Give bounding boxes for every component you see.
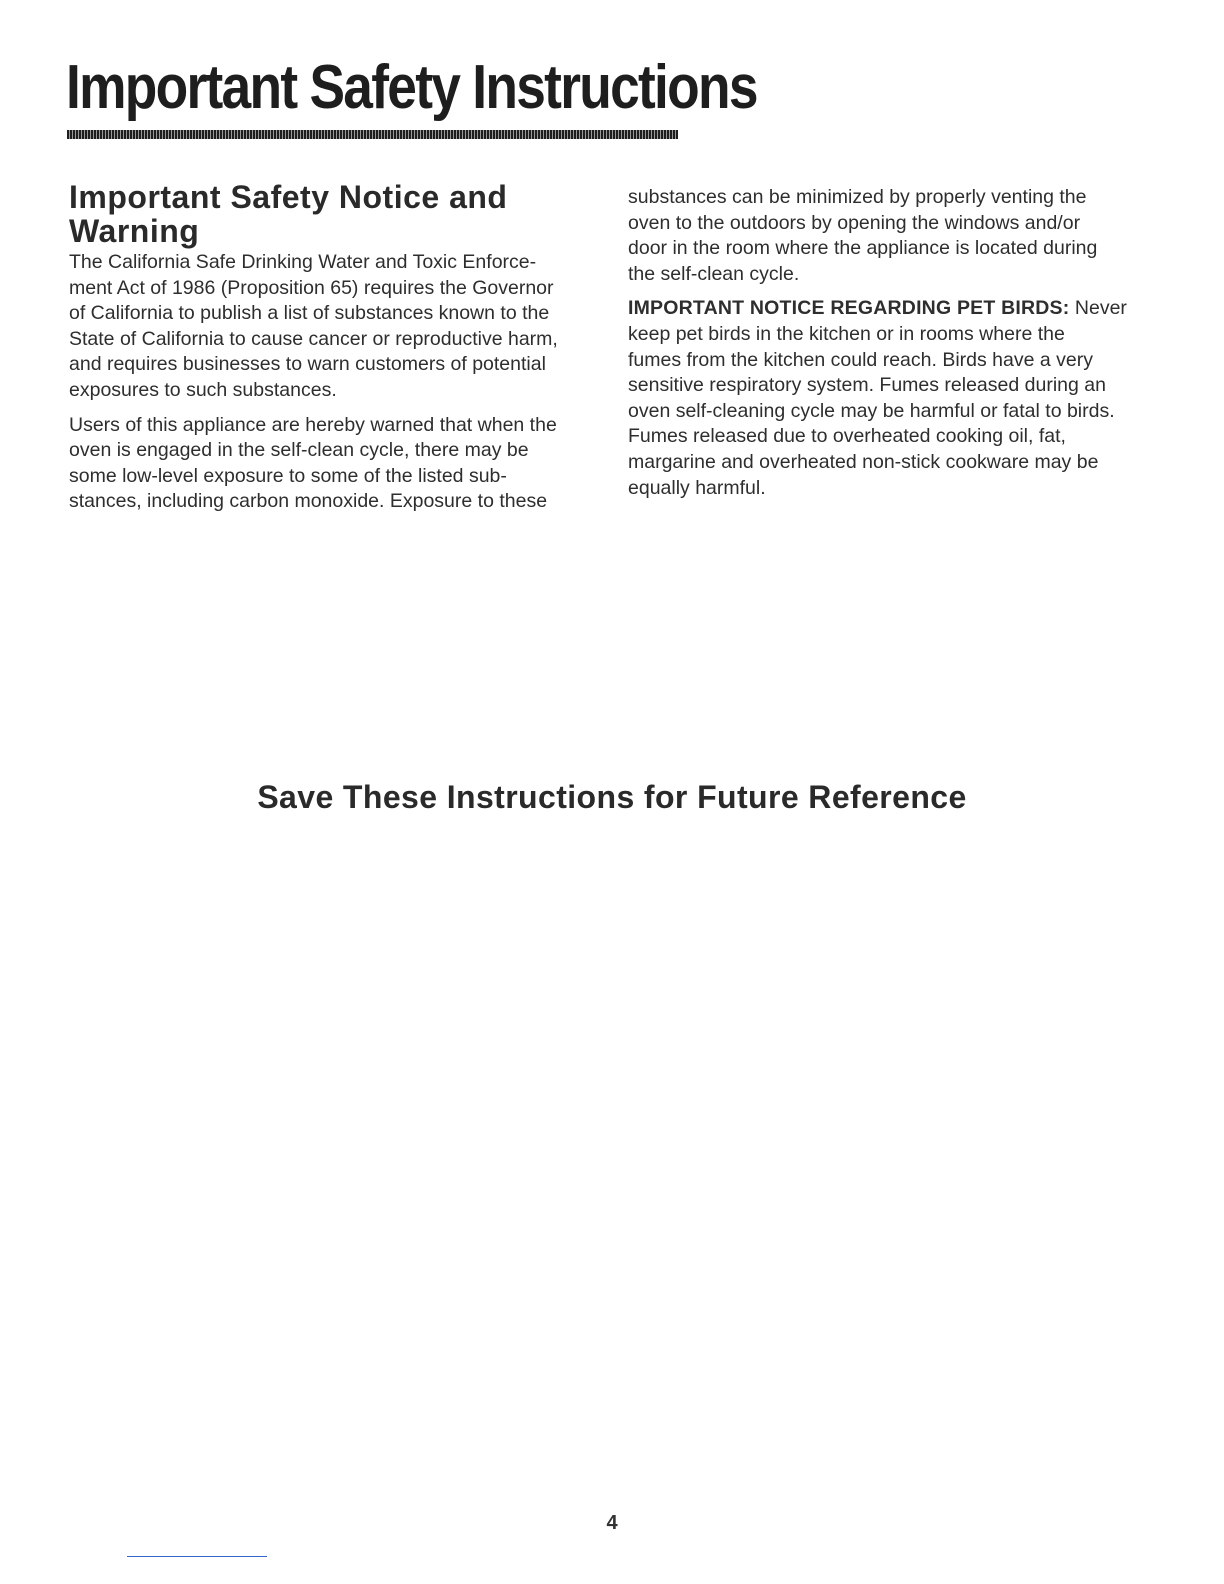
paragraph-proposition-65: The California Safe Drinking Water and Toxic Enforce- ment Act of 1986 (Proposition 65) requires the Governor of California to publish a list of substances known to the State of California to cause cancer or reproductive harm, and requires businesses to warn customers of potential exposures to such substances. [69, 251, 558, 401]
paragraph-venting: substances can be minimized by properly venting the oven to the outdoors by opening the windows and/or door in the room where the appliance is located during the self-clean cycle. [628, 186, 1098, 285]
paragraph-pet-birds [628, 296, 1158, 501]
right-column [628, 185, 1158, 510]
paragraph-self-clean-warning: Users of this appliance are hereby warned that when the oven is engaged in the self-clean cycle, there may be some low-level exposure to some of the listed sub- stances, including carbon monoxide. Exposure to these [69, 413, 557, 513]
footer-rule [127, 1556, 267, 1557]
pet-birds-lead-in: IMPORTANT NOTICE REGARDING PET BIRDS: [628, 297, 1070, 320]
left-column [69, 180, 589, 524]
title-underline [67, 130, 678, 139]
pet-birds-text: Never keep pet birds in the kitchen or in rooms where the fumes from the kitchen could reach. Birds have a very sensitive respiratory system. Fumes released during an oven self-cleaning cycle may be harmful or fatal to birds. Fumes released due to overheated cooking oil, fat, margarine and overheated non-stick cookware may be equally harmful. [628, 297, 1127, 499]
page-number: 4 [606, 1512, 618, 1534]
page-title: Important Safety Instructions [66, 53, 757, 122]
section-heading: Important Safety Notice and Warning [69, 179, 508, 249]
save-instructions-heading: Save These Instructions for Future Reference [257, 779, 967, 815]
